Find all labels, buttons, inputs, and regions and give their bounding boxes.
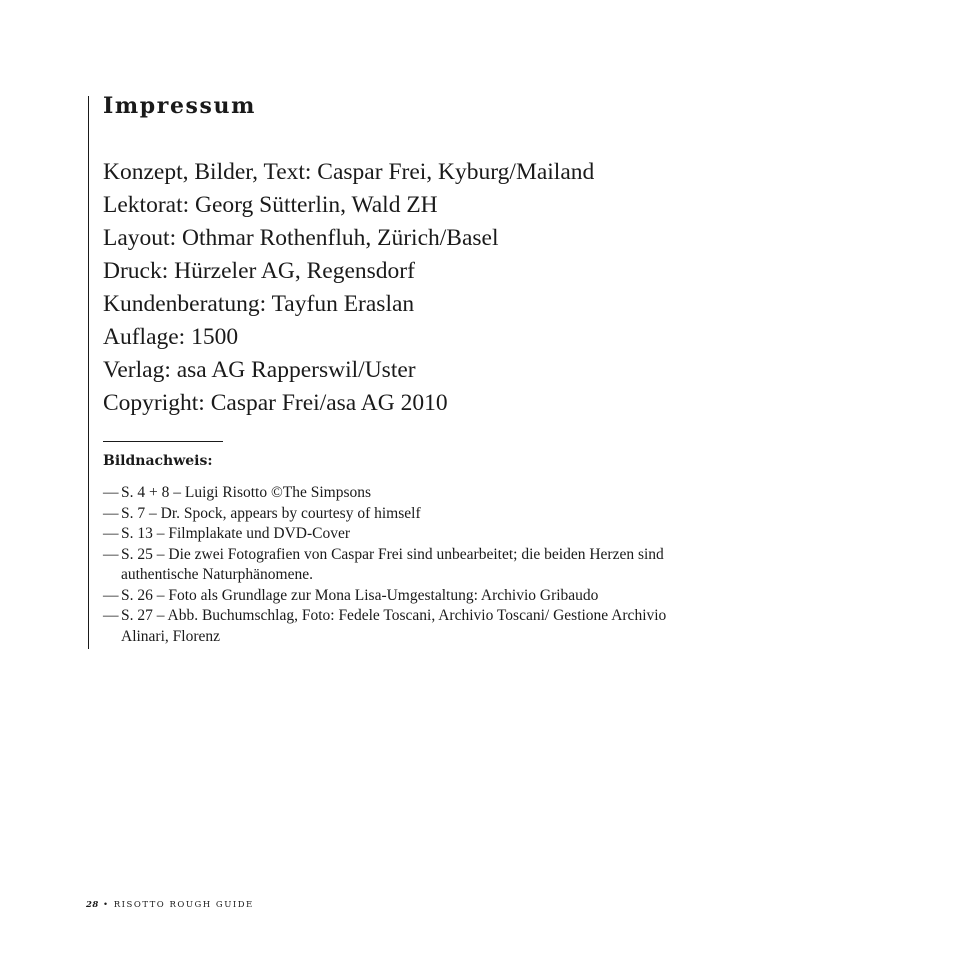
credit-editing: Lektorat: Georg Sütterlin, Wald ZH — [103, 192, 438, 218]
dash-bullet: — — [103, 484, 119, 501]
footer-separator: • — [103, 900, 110, 910]
credit-layout: Layout: Othmar Rothenfluh, Zürich/Basel — [103, 225, 499, 251]
list-item-text: S. 27 – Abb. Buchumschlag, Foto: Fedele Toscani, Archivio Toscani/ Gestione Archivio Alinari, Florenz — [121, 607, 667, 645]
list-item — [103, 483, 703, 504]
section-divider — [103, 441, 223, 442]
dash-bullet: — — [103, 545, 119, 563]
image-credits-list — [103, 483, 703, 647]
list-item-text: S. 13 – Filmplakate und DVD-Cover — [121, 525, 351, 542]
dash-bullet: — — [103, 504, 119, 522]
vertical-rule — [88, 96, 89, 649]
list-item-text: S. 7 – Dr. Spock, appears by courtesy of himself — [121, 504, 421, 522]
running-title: RISOTTO ROUGH GUIDE — [113, 900, 254, 910]
list-item-text: S. 4 + 8 – Luigi Risotto ©The Simpsons — [121, 484, 372, 501]
dash-bullet: — — [103, 525, 119, 542]
credit-client-service: Kundenberatung: Tayfun Eraslan — [103, 291, 415, 317]
page-title: Impressum — [103, 93, 256, 119]
page-footer — [86, 898, 254, 912]
list-item-text: S. 25 – Die zwei Fotografien von Caspar Frei sind unbearbeitet; die beiden Herzen sind authentische Naturphänomene. — [121, 545, 664, 583]
list-item-text: S. 26 – Foto als Grundlage zur Mona Lisa-Umgestaltung: Archivio Gribaudo — [121, 586, 599, 604]
credit-print-run: Auflage: 1500 — [103, 324, 239, 350]
list-item — [103, 586, 703, 607]
credit-concept: Konzept, Bilder, Text: Caspar Frei, Kyburg/Mailand — [103, 159, 595, 185]
page-number: 28 — [86, 900, 99, 910]
credit-copyright: Copyright: Caspar Frei/asa AG 2010 — [103, 390, 448, 416]
dash-bullet: — — [103, 586, 119, 604]
credits-list — [103, 156, 594, 420]
list-item — [103, 545, 703, 586]
credit-publisher: Verlag: asa AG Rapperswil/Uster — [103, 357, 416, 383]
list-item — [103, 606, 703, 647]
list-item — [103, 504, 703, 525]
credit-print: Druck: Hürzeler AG, Regensdorf — [103, 258, 415, 284]
image-credits-heading: Bildnachweis: — [103, 453, 213, 469]
dash-bullet: — — [103, 607, 119, 624]
list-item — [103, 524, 703, 545]
